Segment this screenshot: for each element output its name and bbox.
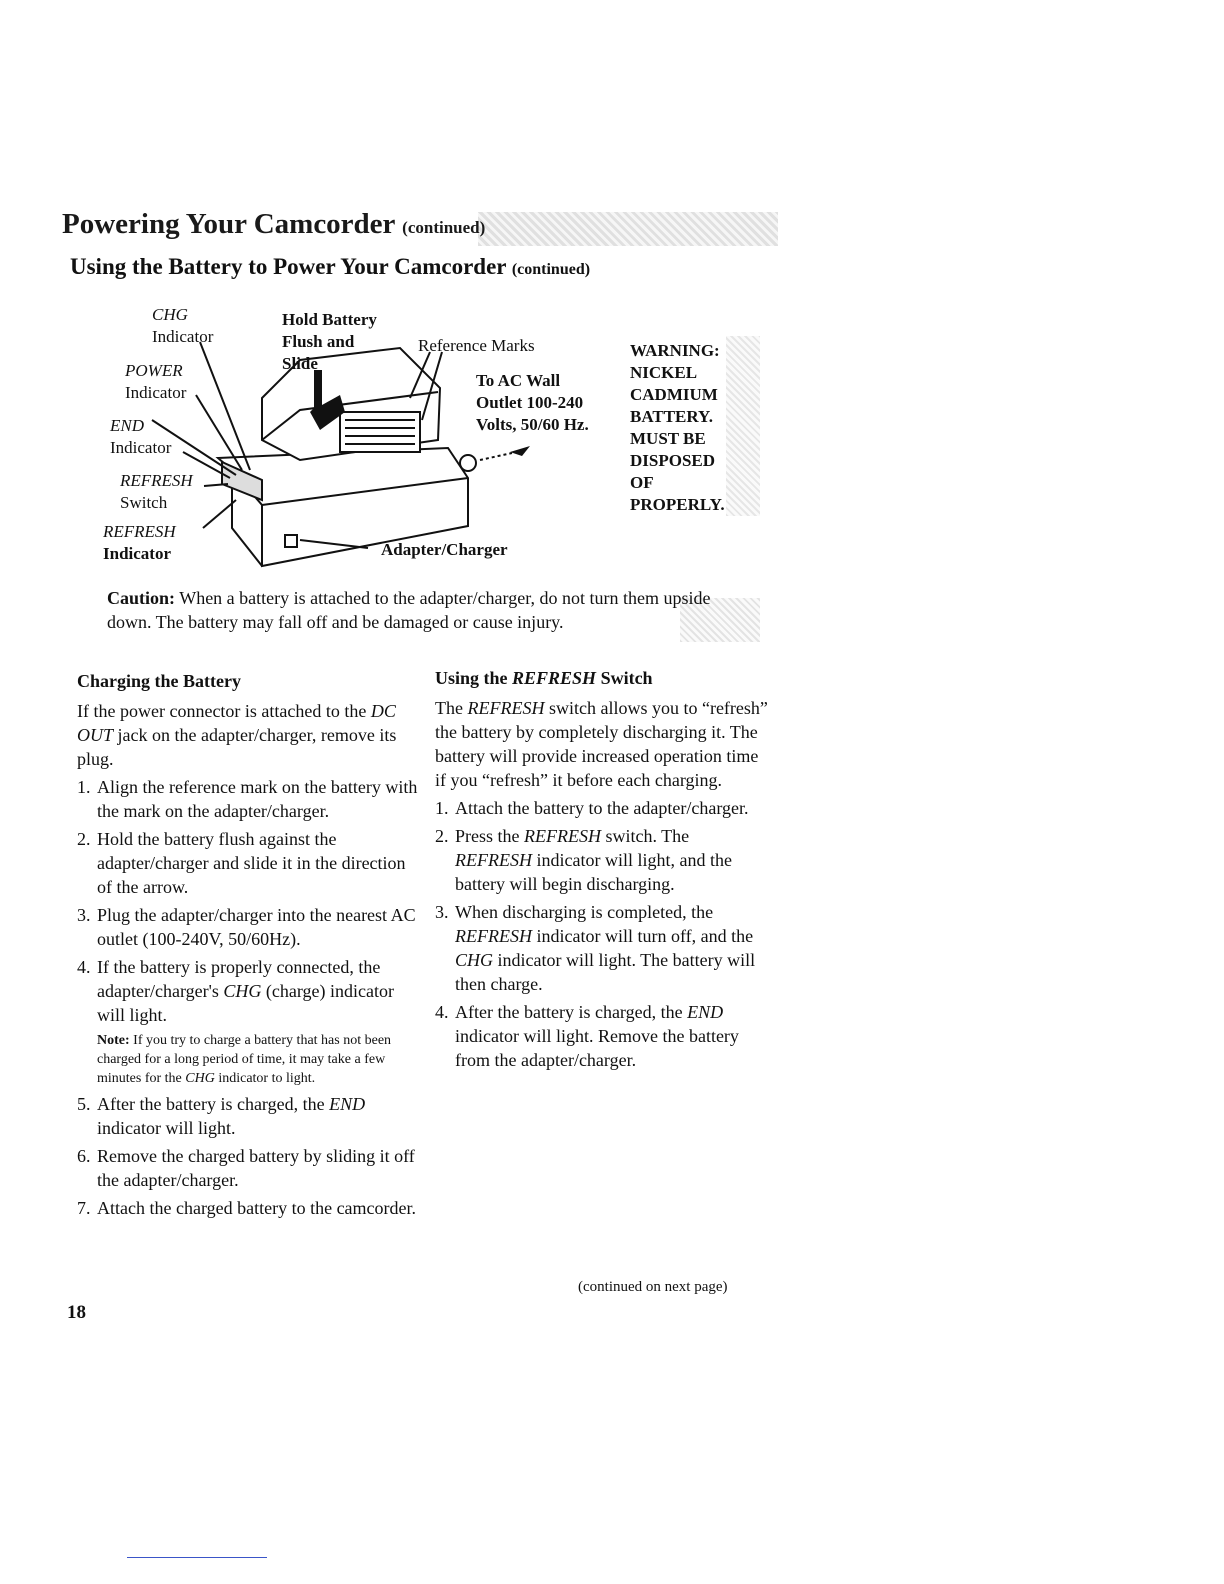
refresh-heading: Using the REFRESH Switch [435,668,653,688]
list-item: 2. Press the REFRESH switch. The REFRESH indicator will light, and the battery will begin discharging. [435,826,732,894]
hold-battery-label: Hold Battery Flush and Slide [282,310,377,373]
list-item: 2. Hold the battery flush against the adapter/charger and slide it in the direction of the arrow. [77,829,406,897]
refresh-intro: The REFRESH switch allows you to “refresh” the battery by completely discharging it. The battery will provide increased operation time if you “refresh” it before each charging. [435,698,768,790]
list-item: 3. Plug the adapter/charger into the nearest AC outlet (100-240V, 50/60Hz). [77,905,416,949]
list-item: 1. Align the reference mark on the battery with the mark on the adapter/charger. [77,777,418,821]
continued-note: (continued on next page) [578,1279,728,1295]
refresh-steps [435,796,770,1072]
power-indicator-label: POWER Indicator [125,361,187,402]
list-item: 4. If the battery is properly connected, the adapter/charger's CHG (charge) indicator will light. [77,957,394,1025]
charging-heading: Charging the Battery [77,671,241,691]
chg-indicator-label: CHG Indicator [152,305,214,346]
refresh-switch-label: REFRESH Switch [120,471,193,512]
adapter-charger-label: Adapter/Charger [381,540,508,559]
subsection-title-suffix: (continued) [511,261,591,278]
list-item: 7. Attach the charged battery to the camcorder. [77,1198,417,1218]
bottom-rule [127,1557,267,1558]
warning-box: WARNING: NICKEL CADMIUM BATTERY. MUST BE DISPOSED OF PROPERLY. [630,341,725,514]
warning-shading [726,336,760,516]
caution-text: Caution: When a battery is attached to the adapter/charger, do not turn them upside down. The battery may fall off and be damaged or cause injury. [107,588,711,632]
reference-marks-label: Reference Marks [418,336,535,355]
page-number: 18 [67,1302,86,1323]
charging-steps [77,775,422,1027]
list-item: 1. Attach the battery to the adapter/charger. [435,798,749,818]
ac-outlet-label: To AC Wall Outlet 100-240 Volts, 50/60 Hz. [476,371,589,434]
subsection-title-text: Using the Battery to Power Your Camcorder [70,254,507,279]
section-title-text: Powering Your Camcorder [62,208,395,240]
charging-steps-cont [77,1092,422,1220]
refresh-indicator-label: REFRESH Indicator [103,522,176,563]
list-item: 6. Remove the charged battery by sliding it off the adapter/charger. [77,1146,415,1190]
list-item: 3. When discharging is completed, the REFRESH indicator will turn off, and the CHG indicator will light. The battery will then charge. [435,902,756,994]
section-title-suffix: (continued) [402,218,486,237]
charging-intro: If the power connector is attached to the DC OUT jack on the adapter/charger, remove its plug. [77,701,397,769]
charging-note: Note: If you try to charge a battery that has not been charged for a long period of time, it may take a few minutes for the CHG indicator to light. [97,1033,392,1086]
charging-section [77,669,422,1224]
end-indicator-label: END Indicator [110,416,172,457]
refresh-section [435,666,770,1076]
list-item: 5. After the battery is charged, the END indicator will light. [77,1094,366,1138]
list-item: 4. After the battery is charged, the END indicator will light. Remove the battery from the adapter/charger. [435,1002,739,1070]
